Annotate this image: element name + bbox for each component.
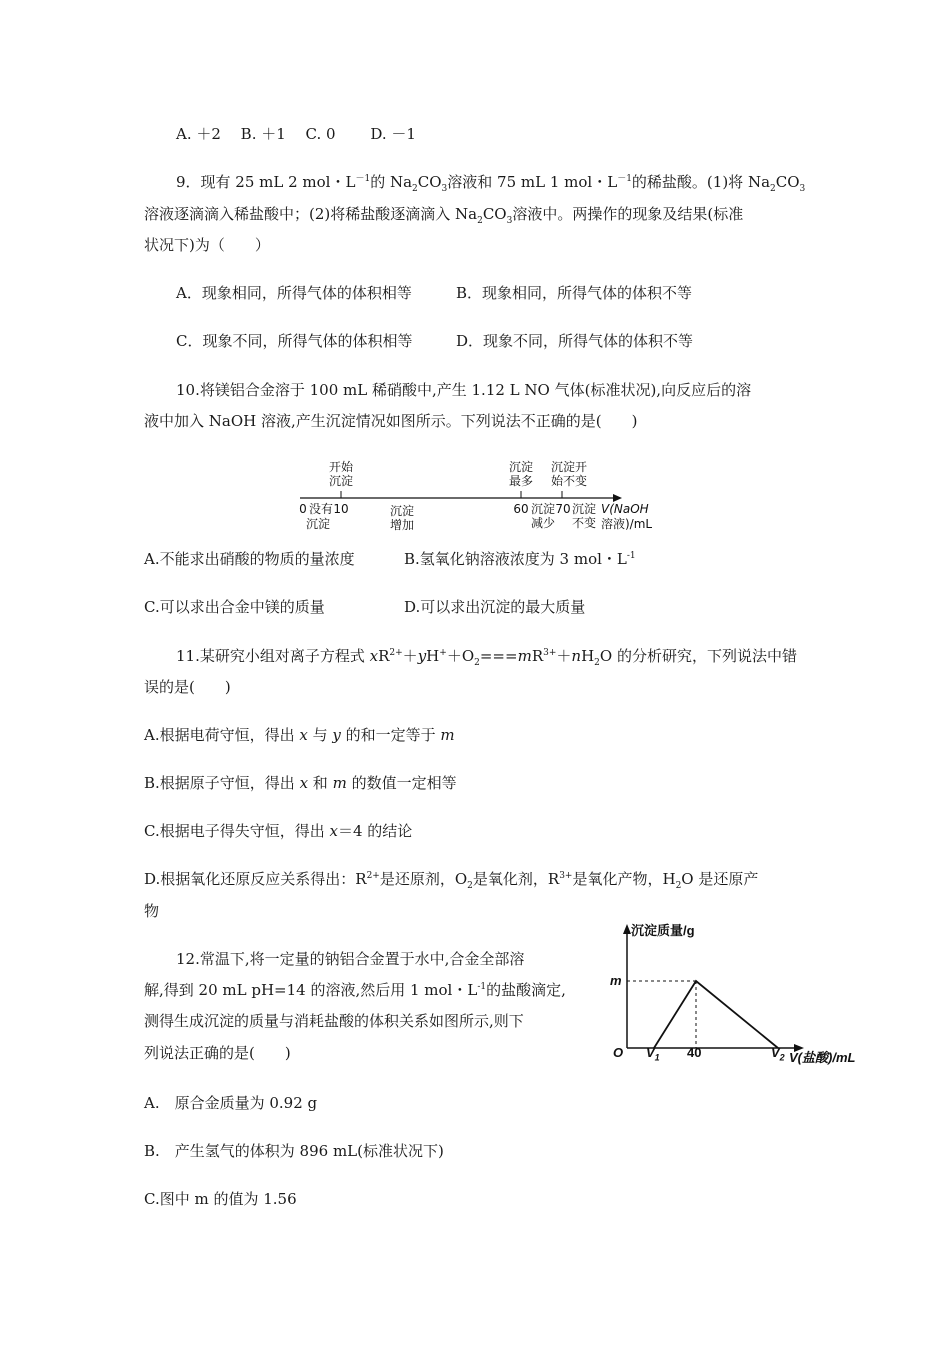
graph-x-label: V(盐酸)/mL [789,1050,856,1065]
q9-option-d: D．现象不同，所得气体的体积不等 [456,332,694,350]
label-unchanged: 沉淀 不变 [571,502,596,530]
q12-line1: 12.常温下,将一定量的钠铝合金置于水中,合金全部溶 [176,950,525,968]
q10-line2: 液中加入 NaOH 溶液,产生沉淀情况如图所示。下列说法不正确的是( ) [144,412,638,430]
graph-m-label: m [610,973,622,988]
q12-option-a: A. 原合金质量为 0.92 g [144,1094,318,1112]
q9-option-a: A．现象相同，所得气体的体积相等 [176,284,412,302]
graph-origin-label: O [613,1045,624,1060]
graph-40-label: 40 [687,1045,702,1060]
graph-v2-label: $V_2$ [771,1045,785,1063]
tick-0: 0 [299,502,307,516]
q10-option-b: B.氢氧化钠溶液浓度为 3 mol・$L^{-1}$ [404,550,636,568]
label-no: 没有 [308,502,333,516]
q12-option-b: B. 产生氢气的体积为 896 mL(标准状况下) [144,1142,444,1160]
tick-10: 10 [333,502,349,516]
q11-line1: 11.某研究小组对离子方程式 $xR^{2+}+yH^++O_2===mR^{3+}+nH_2O$ 的分析研究，下列说法中错 [176,647,797,668]
q12-line2: 解,得到 20 mL pH=14 的溶液,然后用 1 mol・$L^{-1}$的盐酸滴定, [144,981,566,999]
q11-line2: 误的是( ) [144,678,231,696]
label-start-precipitation: 开始 沉淀 [328,460,353,488]
precipitation-number-line [295,455,655,537]
q11-option-d-line2: 物 [144,902,160,920]
q12-line4: 列说法正确的是( ) [144,1044,291,1062]
tick-70: 70 [555,502,571,516]
q10-option-c: C.可以求出合金中镁的质量 [144,598,325,616]
q10-line1: 10.将镁铝合金溶于 100 mL 稀硝酸中,产生 1.12 L NO 气体(标准状况),向反应后的溶 [176,381,752,399]
label-no-precipitation: 沉淀 [305,517,330,531]
q12-line3: 测得生成沉淀的质量与消耗盐酸的体积关系如图所示,则下 [144,1012,524,1030]
q8-options: A. ＋2 B. ＋1 C. 0 D. －1 [176,125,416,143]
precipitation-mass-graph [606,918,874,1068]
label-max-precipitation: 沉淀 最多 [508,460,533,488]
q10-option-a: A.不能求出硝酸的物质的量浓度 [144,550,355,568]
q11-option-b: B.根据原子守恒，得出 x 和 m 的数值一定相等 [144,774,457,792]
q9-line3: 状况下)为（ ） [144,236,270,254]
q9-line1: 9．现有 25 mL 2 mol・$L^{-1}$的 $Na_2CO_3$溶液和 75 mL 1 mol・$L^{-1}$的稀盐酸。(1)将 $Na_2CO_3$ [176,173,806,194]
axis-label-line2: 溶液)/mL [601,517,653,531]
axis-label-line1: V(NaOH [601,502,649,516]
q9-option-c: C．现象不同，所得气体的体积相等 [176,332,413,350]
label-increase: 沉淀 增加 [389,504,414,532]
q10-option-d: D.可以求出沉淀的最大质量 [404,598,586,616]
q11-option-c: C.根据电子得失守恒，得出 x＝4 的结论 [144,822,413,840]
q9-line2: 溶液逐滴滴入稀盐酸中；(2)将稀盐酸逐滴滴入 $Na_2CO_3$溶液中。两操作的现象及结果(标准 [144,205,744,226]
q12-option-c: C.图中 m 的值为 1.56 [144,1190,297,1208]
tick-60: 60 [513,502,529,516]
graph-v1-label: $V_1$ [646,1045,660,1063]
label-constant-precipitation: 沉淀开 始不变 [550,460,587,488]
graph-y-label: 沉淀质量/g [631,923,695,938]
q11-option-d: D.根据氧化还原反应关系得出：$R^{2+}$是还原剂，$O_2$是氧化剂，$R^{3+}$是氧化产物，$H_2O$ 是还原产 [144,870,759,891]
q9-option-b: B．现象相同，所得气体的体积不等 [456,284,693,302]
q11-option-a: A.根据电荷守恒，得出 x 与 y 的和一定等于 m [144,726,455,744]
label-decrease: 沉淀 减少 [530,502,555,530]
